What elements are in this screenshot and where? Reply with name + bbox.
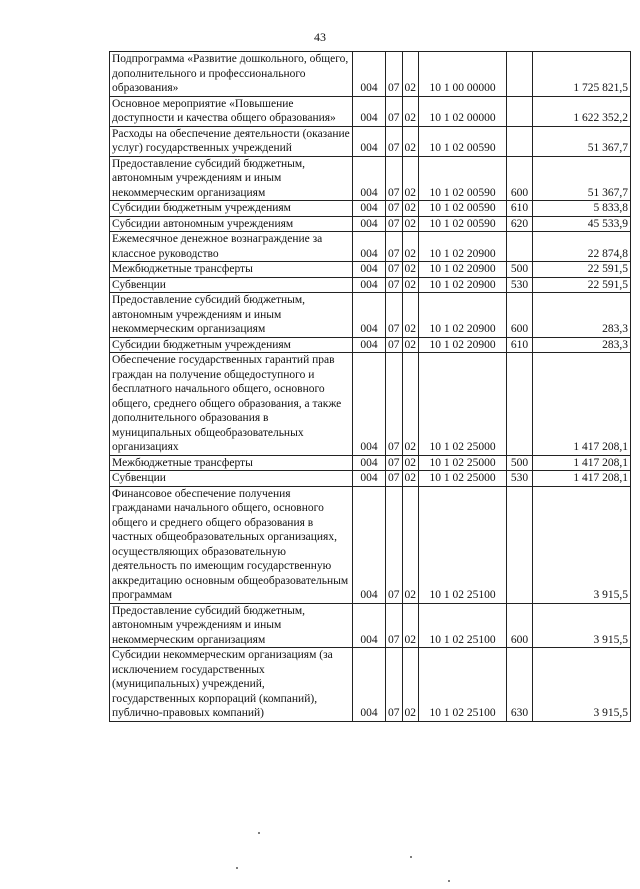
expense-type-cell [507,52,533,97]
ministry-code-cell: 004 [353,156,386,201]
target-article-cell: 10 1 02 20900 [419,262,507,278]
section-code-cell: 07 [386,648,403,722]
target-article-cell: 10 1 02 25100 [419,603,507,648]
ministry-code-cell: 004 [353,262,386,278]
budget-table [109,51,631,722]
row-name-cell: Подпрограмма «Развитие дошкольного, общего, дополнительного и профессионального образования» [110,52,353,97]
section-code-cell: 07 [386,337,403,353]
subsection-code-cell: 02 [402,471,419,487]
ministry-code-cell: 004 [353,126,386,156]
amount-cell: 3 915,5 [533,486,631,603]
table-row [110,126,631,156]
row-name-cell: Субсидии бюджетным учреждениям [110,337,353,353]
ministry-code-cell: 004 [353,277,386,293]
amount-cell: 45 533,9 [533,216,631,232]
section-code-cell: 07 [386,353,403,456]
expense-type-cell [507,126,533,156]
ministry-code-cell: 004 [353,486,386,603]
target-article-cell: 10 1 02 20900 [419,337,507,353]
expense-type-cell [507,232,533,262]
target-article-cell: 10 1 02 00590 [419,156,507,201]
subsection-code-cell: 02 [402,455,419,471]
target-article-cell: 10 1 02 20900 [419,232,507,262]
target-article-cell: 10 1 02 25100 [419,486,507,603]
target-article-cell: 10 1 02 25000 [419,455,507,471]
scan-speck [448,880,450,882]
section-code-cell: 07 [386,52,403,97]
ministry-code-cell: 004 [353,337,386,353]
table-row [110,353,631,456]
table-row [110,262,631,278]
table-row [110,455,631,471]
table-row [110,471,631,487]
target-article-cell: 10 1 00 00000 [419,52,507,97]
expense-type-cell: 530 [507,471,533,487]
amount-cell: 283,3 [533,293,631,338]
row-name-cell: Предоставление субсидий бюджетным, автономным учреждениям и иным некоммерческим организациям [110,293,353,338]
target-article-cell: 10 1 02 20900 [419,277,507,293]
scan-speck [236,867,238,869]
page-number: 43 [314,30,326,44]
amount-cell: 283,3 [533,337,631,353]
ministry-code-cell: 004 [353,293,386,338]
ministry-code-cell: 004 [353,96,386,126]
expense-type-cell: 600 [507,603,533,648]
section-code-cell: 07 [386,293,403,338]
table-row [110,277,631,293]
subsection-code-cell: 02 [402,126,419,156]
ministry-code-cell: 004 [353,201,386,217]
expense-type-cell: 500 [507,455,533,471]
target-article-cell: 10 1 02 00000 [419,96,507,126]
row-name-cell: Финансовое обеспечение получения гражданами начального общего, основного общего и среднего общего образования в частных общеобразовательных организациях, осуществляющих образовательную деятельность по имеющим государственную аккредитацию основным общеобразовательным программам [110,486,353,603]
subsection-code-cell: 02 [402,156,419,201]
ministry-code-cell: 004 [353,648,386,722]
row-name-cell: Основное мероприятие «Повышение доступности и качества общего образования» [110,96,353,126]
amount-cell: 1 417 208,1 [533,471,631,487]
expense-type-cell: 530 [507,277,533,293]
amount-cell: 3 915,5 [533,603,631,648]
section-code-cell: 07 [386,455,403,471]
amount-cell: 1 622 352,2 [533,96,631,126]
row-name-cell: Предоставление субсидий бюджетным, автономным учреждениям и иным некоммерческим организациям [110,603,353,648]
table-row [110,96,631,126]
expense-type-cell: 600 [507,293,533,338]
amount-cell: 51 367,7 [533,156,631,201]
subsection-code-cell: 02 [402,486,419,603]
ministry-code-cell: 004 [353,455,386,471]
section-code-cell: 07 [386,277,403,293]
section-code-cell: 07 [386,126,403,156]
row-name-cell: Субвенции [110,471,353,487]
budget-table-body [110,52,631,722]
row-name-cell: Обеспечение государственных гарантий прав граждан на получение общедоступного и бесплатного начального общего, основного общего, среднего общего образования, а также дополнительного образования в муниципальных общеобразовательных организациях [110,353,353,456]
expense-type-cell: 500 [507,262,533,278]
amount-cell: 1 417 208,1 [533,455,631,471]
amount-cell: 22 591,5 [533,262,631,278]
row-name-cell: Субсидии некоммерческим организациям (за исключением государственных (муниципальных) учреждений, государственных корпораций (компаний), публично-правовых компаний) [110,648,353,722]
row-name-cell: Субсидии автономным учреждениям [110,216,353,232]
subsection-code-cell: 02 [402,262,419,278]
subsection-code-cell: 02 [402,277,419,293]
target-article-cell: 10 1 02 25100 [419,648,507,722]
ministry-code-cell: 004 [353,232,386,262]
amount-cell: 1 725 821,5 [533,52,631,97]
subsection-code-cell: 02 [402,201,419,217]
amount-cell: 1 417 208,1 [533,353,631,456]
table-row [110,232,631,262]
section-code-cell: 07 [386,471,403,487]
expense-type-cell: 630 [507,648,533,722]
target-article-cell: 10 1 02 25000 [419,353,507,456]
subsection-code-cell: 02 [402,648,419,722]
section-code-cell: 07 [386,216,403,232]
target-article-cell: 10 1 02 00590 [419,216,507,232]
section-code-cell: 07 [386,96,403,126]
ministry-code-cell: 004 [353,216,386,232]
ministry-code-cell: 004 [353,471,386,487]
row-name-cell: Межбюджетные трансферты [110,262,353,278]
section-code-cell: 07 [386,603,403,648]
expense-type-cell [507,353,533,456]
table-row [110,201,631,217]
amount-cell: 5 833,8 [533,201,631,217]
table-row [110,648,631,722]
table-row [110,337,631,353]
row-name-cell: Субсидии бюджетным учреждениям [110,201,353,217]
section-code-cell: 07 [386,156,403,201]
amount-cell: 3 915,5 [533,648,631,722]
amount-cell: 22 591,5 [533,277,631,293]
table-row [110,603,631,648]
section-code-cell: 07 [386,262,403,278]
target-article-cell: 10 1 02 25000 [419,471,507,487]
subsection-code-cell: 02 [402,232,419,262]
expense-type-cell [507,96,533,126]
target-article-cell: 10 1 02 00590 [419,201,507,217]
subsection-code-cell: 02 [402,603,419,648]
target-article-cell: 10 1 02 00590 [419,126,507,156]
expense-type-cell: 600 [507,156,533,201]
table-row [110,216,631,232]
expense-type-cell: 610 [507,337,533,353]
subsection-code-cell: 02 [402,353,419,456]
section-code-cell: 07 [386,201,403,217]
expense-type-cell: 620 [507,216,533,232]
row-name-cell: Ежемесячное денежное вознаграждение за классное руководство [110,232,353,262]
ministry-code-cell: 004 [353,52,386,97]
subsection-code-cell: 02 [402,293,419,338]
subsection-code-cell: 02 [402,216,419,232]
subsection-code-cell: 02 [402,337,419,353]
table-row [110,486,631,603]
ministry-code-cell: 004 [353,353,386,456]
section-code-cell: 07 [386,486,403,603]
target-article-cell: 10 1 02 20900 [419,293,507,338]
ministry-code-cell: 004 [353,603,386,648]
table-row [110,52,631,97]
expense-type-cell: 610 [507,201,533,217]
amount-cell: 22 874,8 [533,232,631,262]
table-row [110,156,631,201]
row-name-cell: Предоставление субсидий бюджетным, автономным учреждениям и иным некоммерческим организациям [110,156,353,201]
row-name-cell: Субвенции [110,277,353,293]
expense-type-cell [507,486,533,603]
scan-speck [410,856,412,858]
subsection-code-cell: 02 [402,96,419,126]
amount-cell: 51 367,7 [533,126,631,156]
row-name-cell: Межбюджетные трансферты [110,455,353,471]
scan-speck [258,832,260,834]
row-name-cell: Расходы на обеспечение деятельности (оказание услуг) государственных учреждений [110,126,353,156]
table-row [110,293,631,338]
section-code-cell: 07 [386,232,403,262]
subsection-code-cell: 02 [402,52,419,97]
